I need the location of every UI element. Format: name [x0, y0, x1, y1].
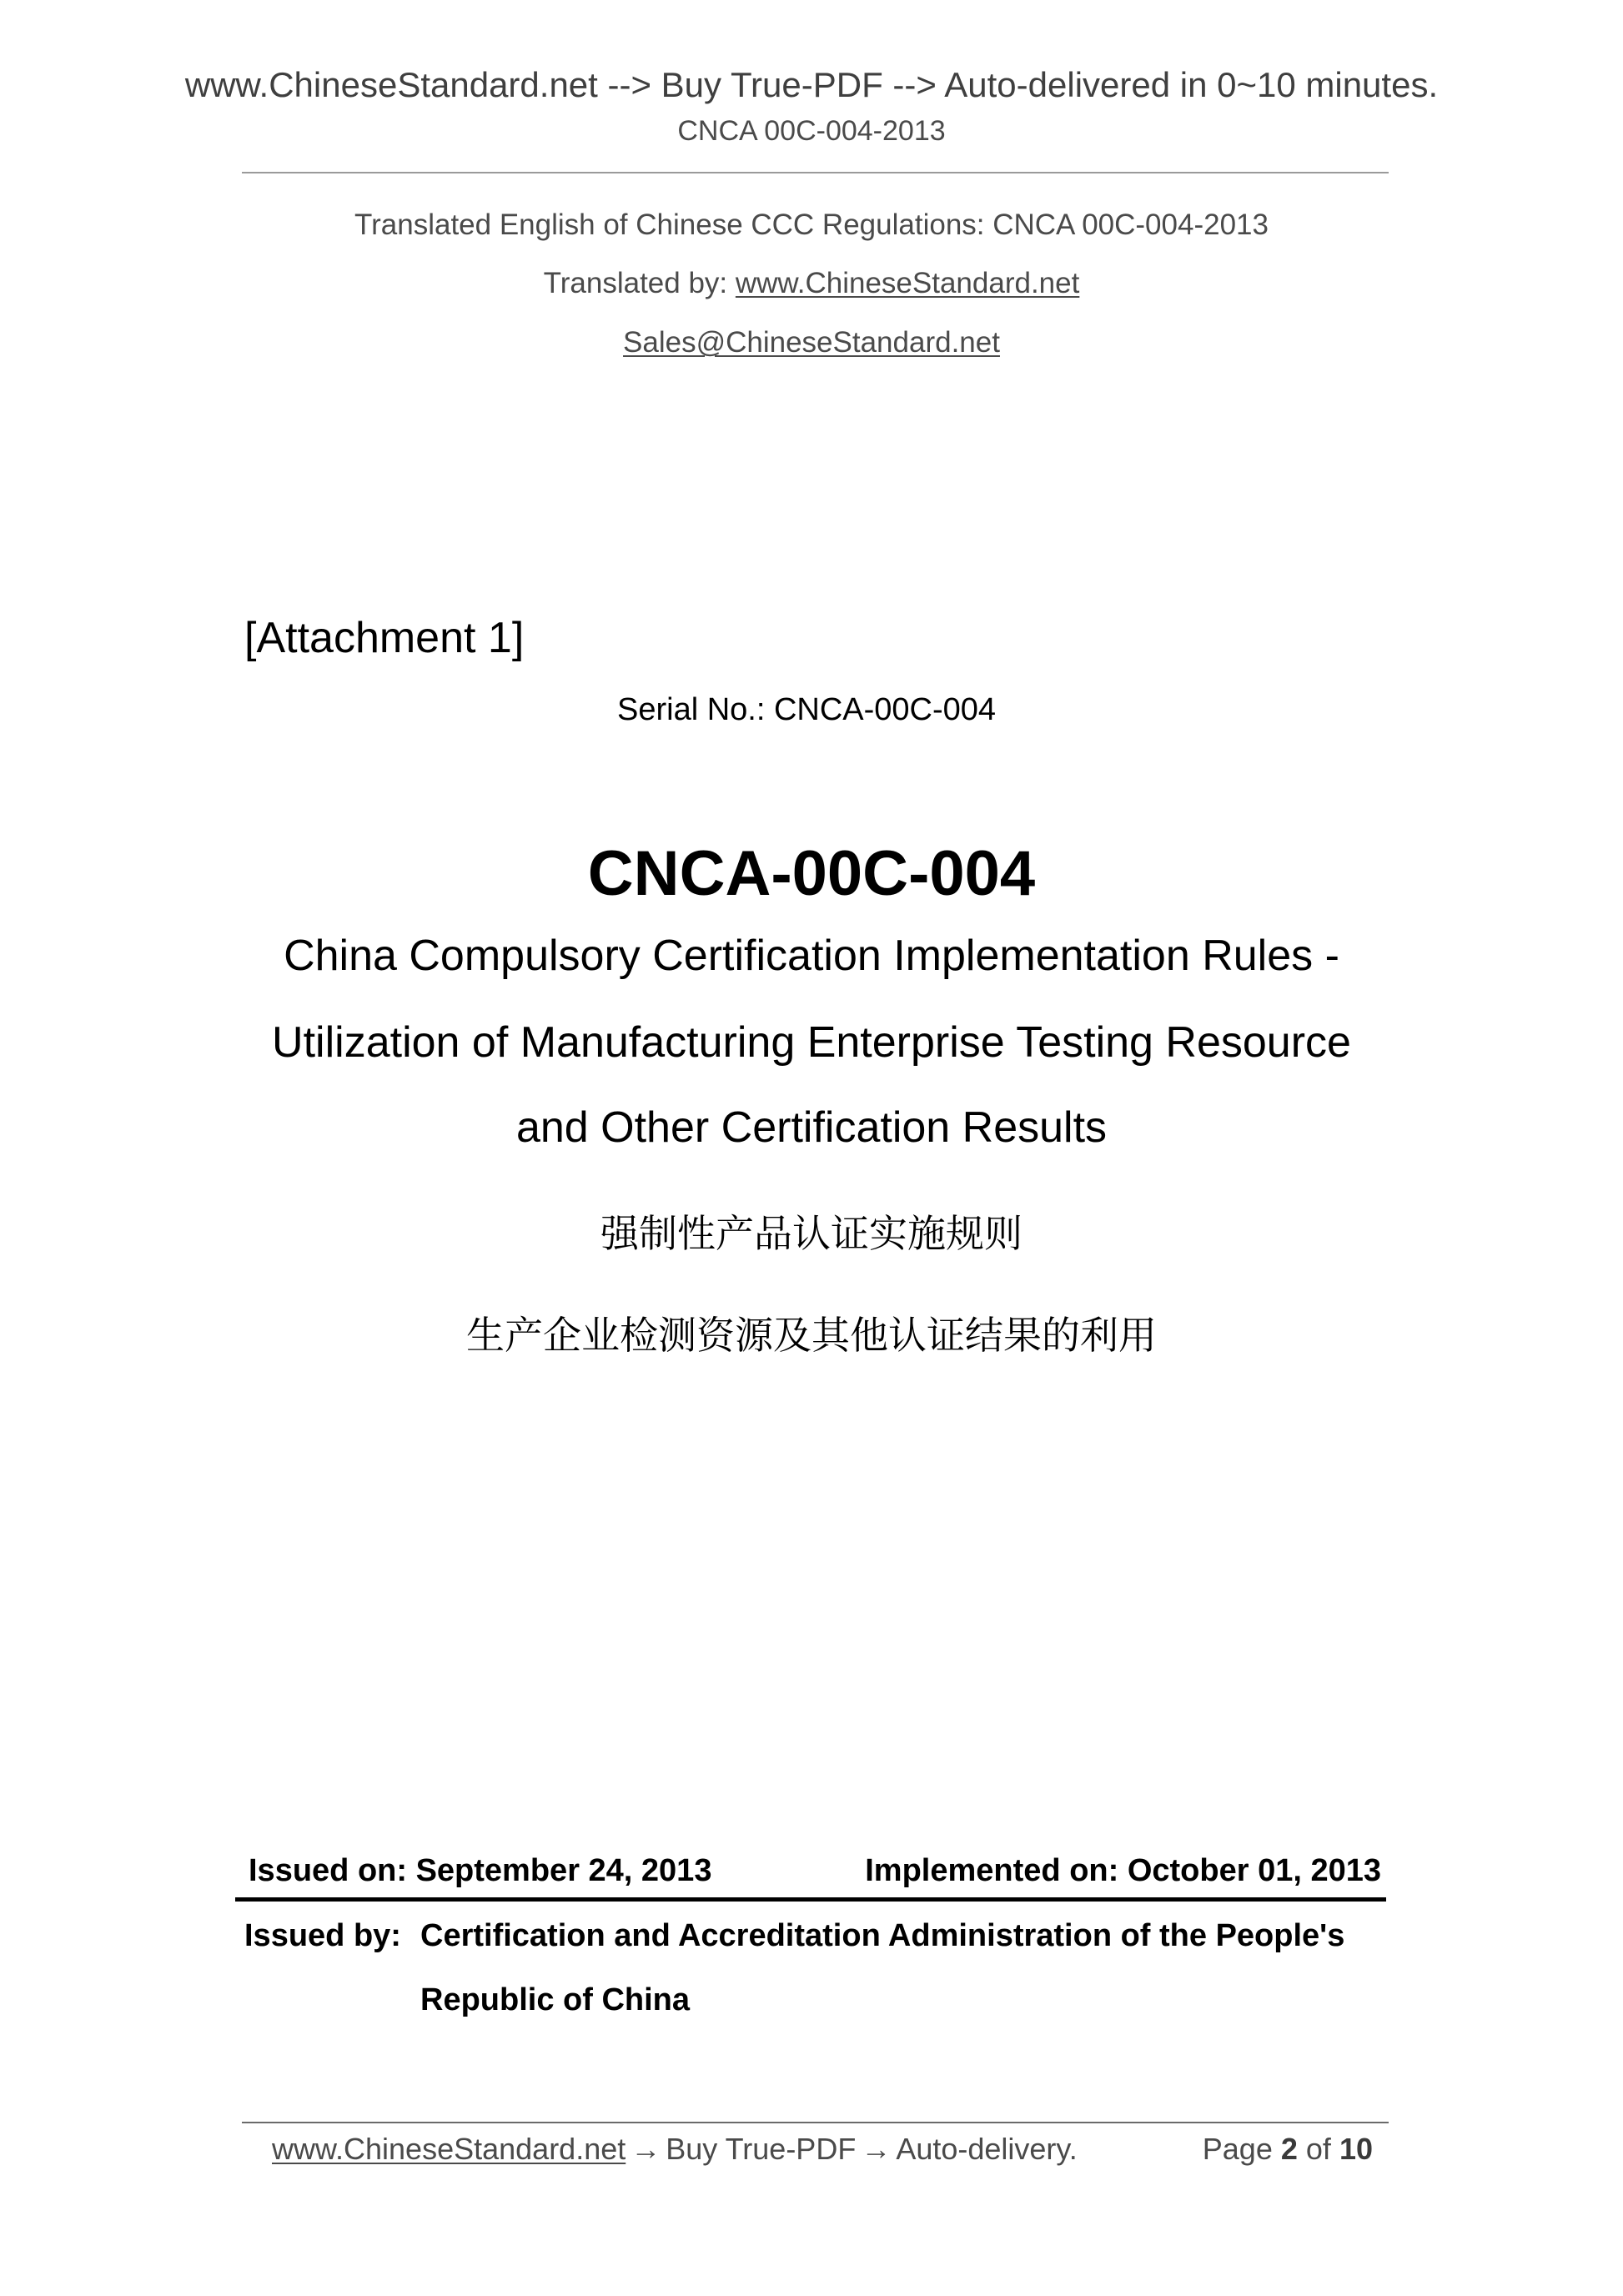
- issued-by-line-1: Certification and Accreditation Administration of the People's: [420, 1918, 1345, 1953]
- document-title-line-2: Utilization of Manufacturing Enterprise Testing Resource: [272, 1018, 1351, 1067]
- serial-number: Serial No.: CNCA-00C-004: [617, 692, 997, 727]
- page-indicator: [1203, 2132, 1373, 2167]
- header-banner: www.ChineseStandard.net --> Buy True-PDF --> Auto-delivered in 0~10 minutes.: [184, 65, 1439, 104]
- chinese-title-line-1: 强制性产品认证实施规则: [600, 1211, 1023, 1256]
- page-label: Page: [1202, 2132, 1273, 2166]
- footer-divider: [242, 2122, 1389, 2123]
- implemented-on-date: Implemented on: October 01, 2013: [865, 1853, 1381, 1888]
- document-code-title: CNCA-00C-004: [587, 838, 1036, 909]
- footer-promo: [272, 2132, 1078, 2167]
- translated-by: [0, 267, 1623, 300]
- arrow-right-icon: →: [631, 2132, 661, 2166]
- chinese-title-line-2: 生产企业检测资源及其他认证结果的利用: [466, 1313, 1157, 1358]
- footer-delivery-text: Auto-delivery.: [896, 2132, 1078, 2166]
- translation-title: Translated English of Chinese CCC Regulations: CNCA 00C-004-2013: [354, 208, 1269, 241]
- document-title-line-3: and Other Certification Results: [515, 1103, 1108, 1152]
- issuance-divider: [235, 1897, 1386, 1902]
- sales-email-link[interactable]: Sales@ChineseStandard.net: [623, 326, 1000, 359]
- issued-on-date: Issued on: September 24, 2013: [249, 1853, 712, 1888]
- page-total: 10: [1339, 2132, 1373, 2166]
- page-of: of: [1305, 2132, 1331, 2166]
- translated-by-label: Translated by:: [543, 267, 736, 299]
- issued-by-line-2: Republic of China: [420, 1982, 690, 2017]
- footer-site-link[interactable]: www.ChineseStandard.net: [272, 2132, 626, 2166]
- footer-buy-text: Buy True-PDF: [666, 2132, 857, 2166]
- sales-email-line: [0, 326, 1623, 359]
- header-standard-code: CNCA 00C-004-2013: [677, 115, 946, 147]
- arrow-right-icon: →: [861, 2132, 892, 2166]
- header-divider: [242, 172, 1389, 173]
- translated-by-link[interactable]: www.ChineseStandard.net: [735, 267, 1080, 299]
- document-title-line-1: China Compulsory Certification Implementation Rules -: [284, 932, 1339, 980]
- issued-by-label: Issued by:: [244, 1918, 401, 1953]
- attachment-label: [Attachment 1]: [244, 614, 525, 662]
- page-current: 2: [1280, 2132, 1298, 2166]
